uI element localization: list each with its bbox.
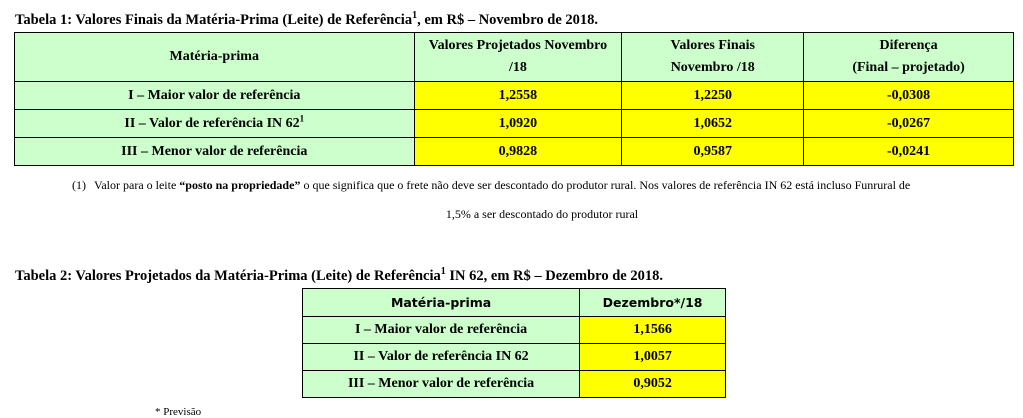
- row-label-sup: 1: [299, 112, 305, 123]
- table-row: [15, 110, 1014, 138]
- table1-caption-suffix: , em R$ – Novembro de 2018.: [417, 11, 599, 28]
- table1-header-final: [622, 33, 804, 82]
- table2: [302, 288, 726, 398]
- row-label: I – Maior valor de referência: [303, 317, 580, 344]
- table-row: [303, 344, 726, 371]
- table2-header-materia-prima: Matéria-prima: [303, 289, 580, 317]
- footnote-text-bold: “posto na propriedade”: [179, 178, 301, 192]
- table1-header-final-line1: Valores Finais: [670, 38, 755, 53]
- footnote-number: (1): [72, 178, 86, 192]
- row-label: III – Menor valor de referência: [303, 371, 580, 398]
- table1-footnote: [72, 171, 1012, 229]
- diff-value: -0,0308: [804, 82, 1014, 110]
- table-row: [15, 82, 1014, 110]
- table1-header-final-line2: Novembro /18: [670, 60, 755, 75]
- table1-header-diff: [804, 33, 1014, 82]
- table1-header-projected: [414, 33, 622, 82]
- footnote-text-line2: 1,5% a ser descontado do produtor rural: [445, 207, 639, 221]
- row-label-text: III – Menor valor de referência: [121, 143, 308, 159]
- table1-header-materia-prima: Matéria-prima: [15, 33, 415, 82]
- row-label: II – Valor de referência IN 62: [303, 344, 580, 371]
- table1-caption-sup: 1: [412, 10, 418, 21]
- row-label: [15, 110, 415, 138]
- row-label-text: I – Maior valor de referência: [128, 87, 301, 103]
- diff-value: -0,0267: [804, 110, 1014, 138]
- table1-header-row: [15, 33, 1014, 82]
- row-label: [15, 82, 415, 110]
- table1-header-projected-line1: Valores Projetados Novembro: [428, 38, 608, 53]
- projected-value: 1,0920: [414, 110, 622, 138]
- table-row: [303, 371, 726, 398]
- table-row: [303, 317, 726, 344]
- table2-header-row: [303, 289, 726, 317]
- footnote-text-pre: Valor para o leite: [94, 178, 180, 192]
- table1-caption-text: Tabela 1: Valores Finais da Matéria-Prima (Leite) de Referência: [15, 11, 413, 28]
- final-value: 1,0652: [622, 110, 804, 138]
- dezembro-value: 1,0057: [580, 344, 726, 371]
- row-label-text: II – Valor de referência IN 62: [124, 115, 300, 131]
- final-value: 1,2250: [622, 82, 804, 110]
- row-label: [15, 138, 415, 166]
- dezembro-value: 0,9052: [580, 371, 726, 398]
- table2-header-dezembro: Dezembro*/18: [580, 289, 726, 317]
- table2-caption-sup: 1: [440, 266, 446, 277]
- projected-value: 0,9828: [414, 138, 622, 166]
- diff-value: -0,0241: [804, 138, 1014, 166]
- table-row: [15, 138, 1014, 166]
- footnote-text-post: o que significa que o frete não deve ser descontado do produtor rural. Nos valores de referência IN 62 está incluso Funrural de: [300, 178, 911, 192]
- table1-header-diff-line1: Diferença: [879, 38, 938, 53]
- final-value: 0,9587: [622, 138, 804, 166]
- table2-caption-text: Tabela 2: Valores Projetados da Matéria-Prima (Leite) de Referência: [15, 267, 441, 284]
- projected-value: 1,2558: [414, 82, 622, 110]
- table2-caption: [15, 266, 663, 285]
- table1: [14, 32, 1014, 166]
- table2-footnote: * Previsão: [155, 406, 202, 418]
- table1-header-diff-line2: (Final – projetado): [852, 60, 965, 75]
- table1-caption: [15, 10, 598, 29]
- dezembro-value: 1,1566: [580, 317, 726, 344]
- table1-header-projected-line2: /18: [508, 60, 527, 75]
- table2-caption-suffix: IN 62, em R$ – Dezembro de 2018.: [445, 267, 663, 284]
